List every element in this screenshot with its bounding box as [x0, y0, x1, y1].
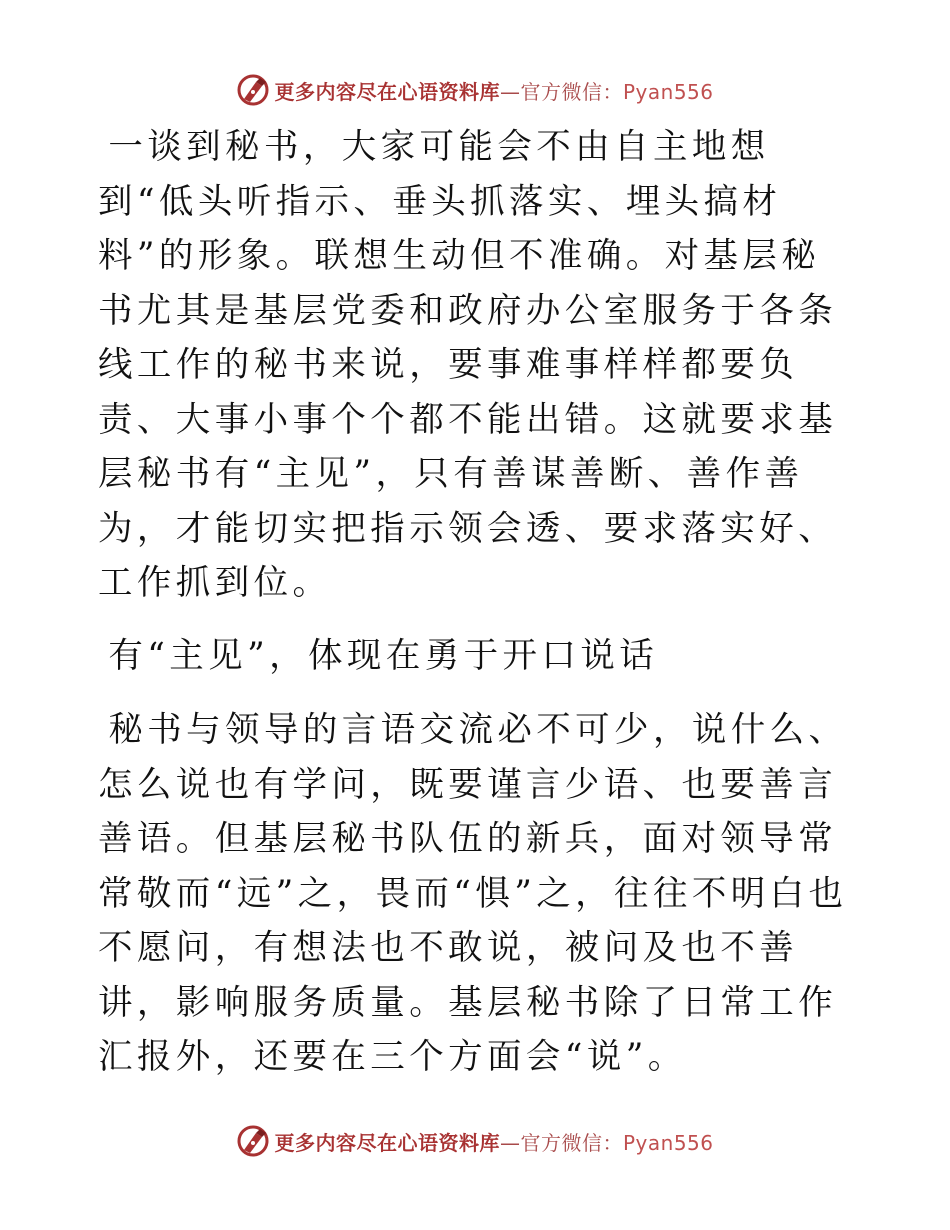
watermark-text: [274, 76, 713, 105]
watermark-handle: Pyan556: [622, 79, 714, 104]
watermark-site-name: 更多内容尽在心语资料库: [274, 1130, 500, 1155]
document-body: [98, 120, 858, 1085]
paragraph-intro: 一谈到秘书，大家可能会不由自主地想到“低头听指示、垂头抓落实、埋头搞材料”的形象。联想生动但不准确。对基层秘书尤其是基层党委和政府办公室服务于各条线工作的秘书来说，要事难事样样都要负责、大事小事个个都不能出错。这就要求基层秘书有“主见”，只有善谋善断、善作善为，才能切实把指示领会透、要求落实好、工作抓到位。: [98, 127, 838, 603]
header-watermark: [0, 70, 950, 110]
watermark-wechat-label: 官方微信：: [520, 79, 623, 104]
watermark-separator: —: [499, 79, 521, 104]
paragraph-speaking: 秘书与领导的言语交流必不可少，说什么、怎么说也有学问，既要谨言少语、也要善言善语。但基层秘书队伍的新兵，面对领导常常敬而“远”之，畏而“惧”之，往往不明白也不愿问，有想法也不敢说，被问及也不善讲，影响服务质量。基层秘书除了日常工作汇报外，还要在三个方面会“说”。: [98, 710, 848, 1077]
footer-watermark: [0, 1121, 950, 1161]
watermark-site-name: 更多内容尽在心语资料库: [274, 79, 500, 104]
watermark-wechat-label: 官方微信：: [520, 1130, 623, 1155]
pen-nib-logo-icon: [236, 1124, 270, 1158]
pen-nib-logo-icon: [236, 73, 270, 107]
watermark-separator: —: [499, 1130, 521, 1155]
watermark-handle: Pyan556: [622, 1130, 714, 1155]
section-heading: 有“主见”，体现在勇于开口说话: [108, 635, 659, 676]
watermark-text: [274, 1127, 713, 1156]
